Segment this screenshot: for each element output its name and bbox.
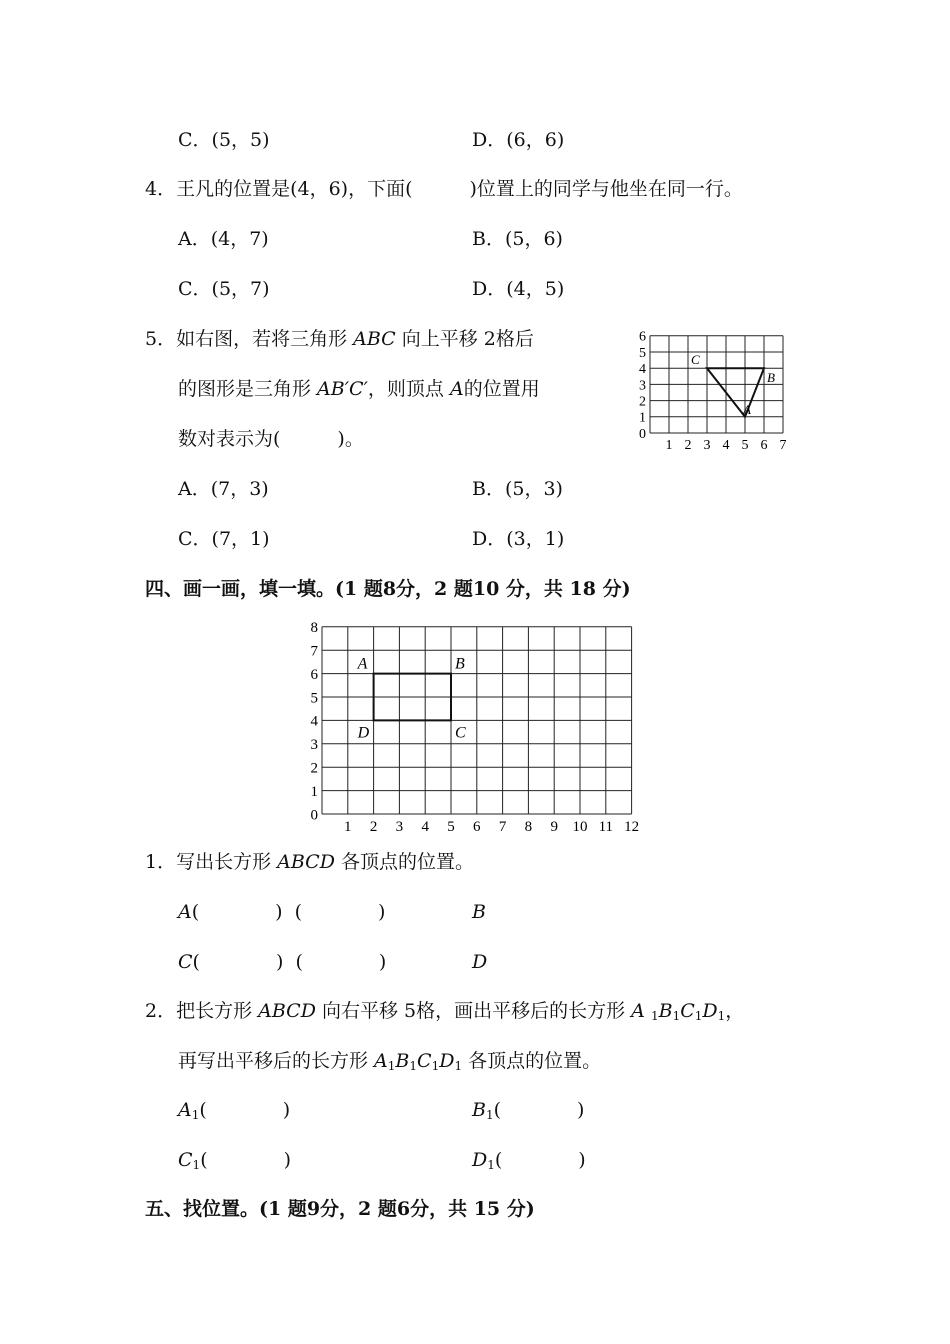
s4q2-b1-answer: $B_1$( ) [472,1099,585,1122]
y-tick-label: 4 [310,713,318,730]
q4-option-a: A．(4，7) [178,228,269,250]
s4q1-label-b: B [472,901,486,923]
x-tick-label: 5 [447,819,455,835]
y-tick-label: 7 [310,643,318,660]
large-grid-x-ticks [344,819,639,835]
y-tick-label: 6 [639,329,646,345]
y-tick-label: 0 [310,807,318,824]
q5-option-c: C．(7，1) [178,528,270,550]
x-tick-label: 8 [524,819,533,835]
x-tick-label: 7 [498,819,507,835]
q5-option-d: D．(3，1) [472,528,565,550]
x-tick-label: 3 [395,819,404,835]
x-tick-label: 6 [473,819,481,835]
y-tick-label: 1 [639,410,646,426]
x-tick-label: 9 [550,819,558,835]
triangle-grid-figure [628,325,798,455]
y-tick-label: 0 [639,426,646,442]
large-grid-lines [322,627,632,814]
y-tick-label: 4 [639,362,646,378]
section-4-title: 四、画一画，填一填。(1 题8分，2 题10 分，共 18 分) [145,578,631,600]
x-tick-label: 6 [760,438,768,453]
rectangle-grid-figure [298,612,650,842]
y-tick-label: 1 [310,783,318,800]
y-tick-label: 6 [310,666,318,683]
point-label-c: C [691,352,700,368]
s4q2-d1-answer: $D_1$( ) [472,1149,586,1172]
x-tick-label: 7 [779,438,787,453]
q5-option-a: A．(7，3) [178,478,269,500]
s4q2-c1-answer: $C_1$( ) [178,1149,292,1172]
point-label-a: A [743,401,751,417]
small-grid-y-ticks [639,330,646,442]
q4-option-d: D．(4，5) [472,278,565,300]
x-tick-label: 4 [421,819,429,835]
y-tick-label: 5 [639,345,646,361]
rect-label-a: A [357,655,368,673]
y-tick-label: 5 [310,690,318,707]
s4q1-stem: 1．写出长方形 ABCD 各顶点的位置。 [145,851,474,873]
x-tick-label: 10 [572,819,588,835]
x-tick-label: 2 [369,819,378,835]
x-tick-label: 5 [741,438,749,453]
s4q1-row-ab: A( ) ( ) [178,901,386,923]
y-tick-label: 2 [310,760,318,777]
q3-option-c: C．(5，5) [178,129,270,151]
q5-line2: 的图形是三角形 AB′C′，则顶点 A的位置用 [178,378,540,400]
s4q2-line1: 2．把长方形 ABCD 向右平移 5格，画出平移后的长方形 A $_1B_1C_1D_1$， [145,1000,745,1023]
s4q1-label-d: D [472,951,488,973]
x-tick-label: 2 [684,438,692,453]
y-tick-label: 8 [310,620,318,637]
q3-option-d: D．(6，6) [472,129,565,151]
x-tick-label: 3 [703,438,711,453]
point-label-b: B [767,370,775,386]
x-tick-label: 1 [344,819,352,835]
rect-label-d: D [357,724,370,742]
small-grid-x-ticks [666,438,787,453]
y-tick-label: 3 [310,737,318,754]
x-tick-label: 12 [624,819,640,835]
s4q2-a1-answer: $A_1$( ) [178,1099,291,1122]
rect-label-b: B [455,655,465,673]
large-grid-y-ticks [311,620,319,823]
x-tick-label: 11 [598,819,614,835]
s4q1-row-cd: C( ) ( ) [178,951,387,973]
x-tick-label: 4 [722,438,730,453]
small-grid-lines [650,336,783,433]
s4q2-line2: 再写出平移后的长方形 $A_1B_1C_1D_1$ 各顶点的位置。 [178,1050,602,1073]
q5-line3: 数对表示为( )。 [178,428,364,450]
y-tick-label: 3 [639,378,646,394]
q5-option-b: B．(5，3) [472,478,563,500]
section-5-title: 五、找位置。(1 题9分，2 题6分，共 15 分) [145,1198,535,1220]
q4-option-c: C．(5，7) [178,278,270,300]
q4-option-b: B．(5，6) [472,228,563,250]
q4-stem: 4．王凡的位置是(4，6)，下面( )位置上的同学与他坐在同一行。 [145,178,743,200]
x-tick-label: 1 [665,438,673,453]
q5-line1: 5．如右图，若将三角形 ABC 向上平移 2格后 [145,328,534,350]
triangle-abc [707,368,764,417]
y-tick-label: 2 [639,394,646,410]
rect-label-c: C [455,724,466,742]
